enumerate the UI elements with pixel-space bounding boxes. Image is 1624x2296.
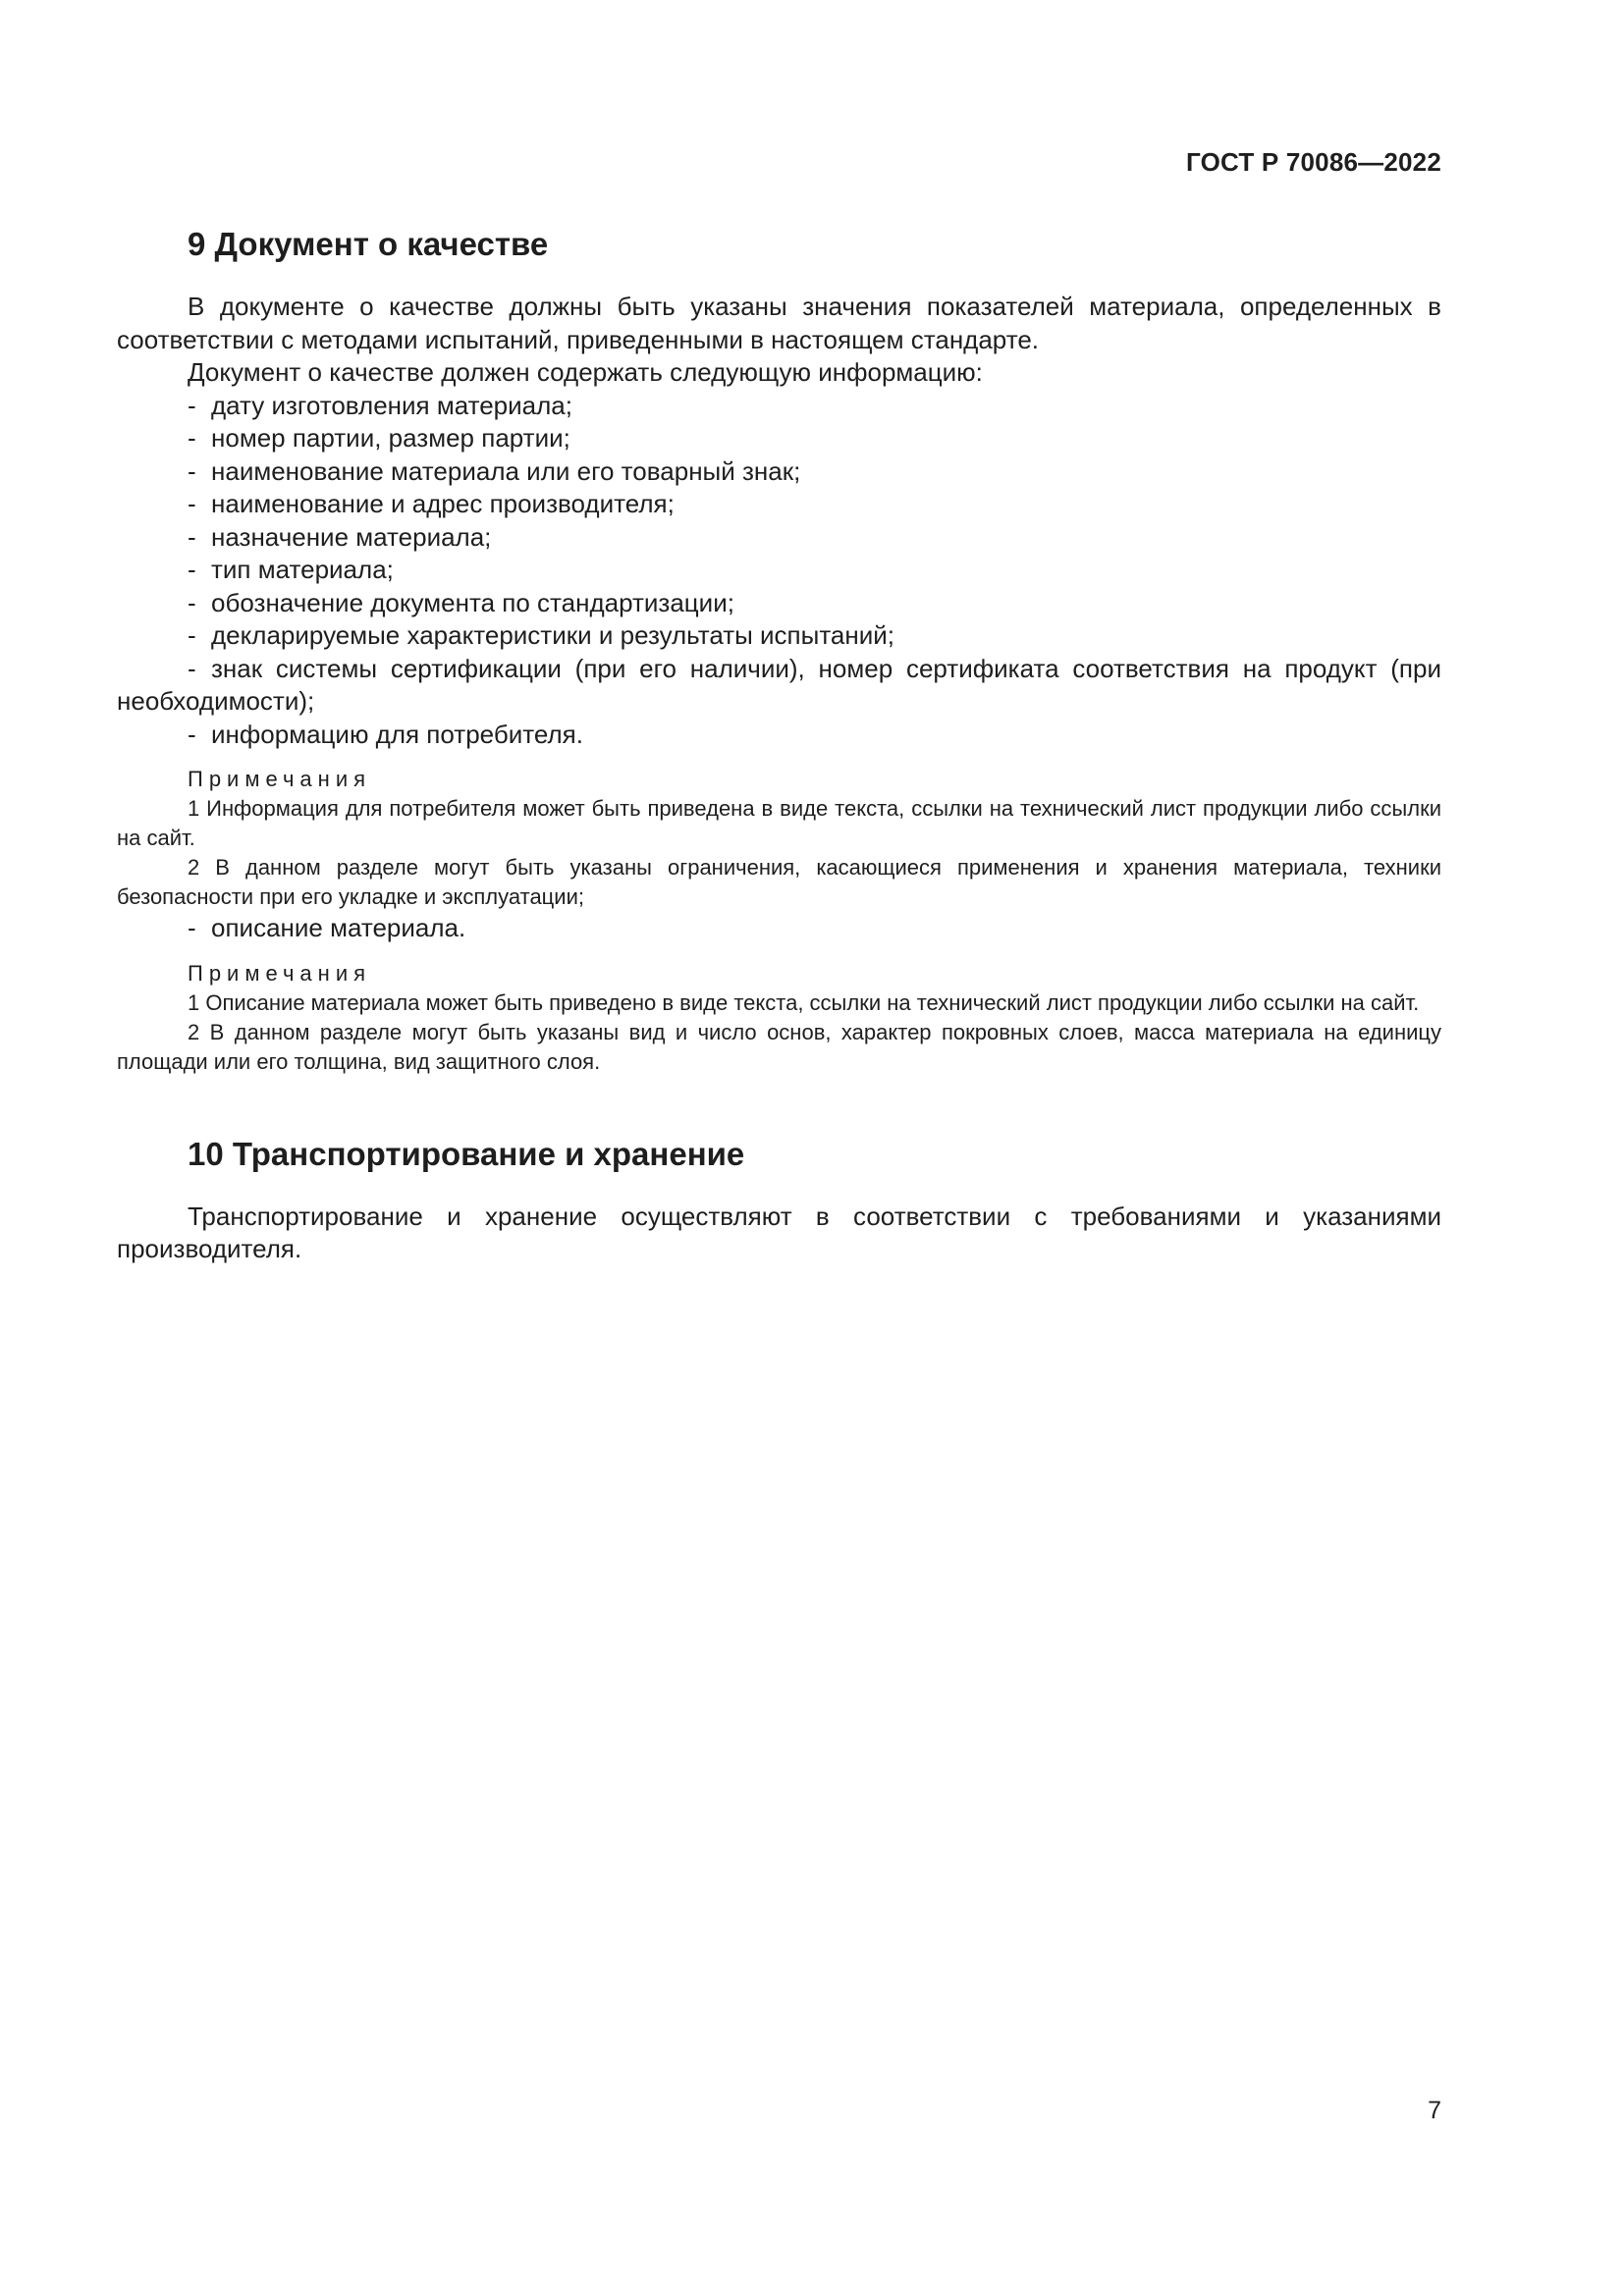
note-item: 1 Информация для потребителя может быть приведена в виде текста, ссылки на технический лист продукции либо ссылки на сайт.	[117, 796, 1441, 850]
section-9-title: 9 Документ о качестве	[188, 226, 549, 262]
list-item: - информацию для потребителя.	[117, 719, 1441, 752]
section-9-body	[117, 291, 1441, 1077]
note-item: 1 Описание материала может быть приведено в виде текста, ссылки на технический лист продукции либо ссылки на сайт.	[188, 989, 1420, 1015]
page-content	[117, 222, 1441, 1266]
list-item: - обозначение документа по стандартизации;	[117, 587, 1441, 620]
list-item: - знак системы сертификации (при его наличии), номер сертификата соответствия на продукт (при необходимости);	[117, 653, 1441, 716]
section-10	[117, 1132, 1441, 1266]
dash-marker: -	[188, 587, 196, 617]
information-list	[117, 390, 1441, 752]
section-9	[117, 222, 1441, 1077]
notes-heading: Примечания	[188, 767, 372, 791]
notes-block-2	[117, 959, 1441, 1077]
notes-block-1	[117, 765, 1441, 912]
dash-marker: -	[188, 489, 196, 518]
dash-marker: -	[188, 653, 196, 683]
list-item: - дату изготовления материала;	[117, 390, 1441, 423]
dash-marker: -	[188, 455, 196, 486]
list-item: - номер партии, размер партии;	[117, 422, 1441, 455]
list-item: - тип материала;	[117, 554, 1441, 587]
list-item: - декларируемые характеристики и результаты испытаний;	[117, 619, 1441, 653]
list-item: - описание материала.	[117, 912, 1441, 945]
dash-marker: -	[188, 555, 196, 584]
dash-marker: -	[188, 390, 196, 420]
list-item: - назначение материала;	[117, 521, 1441, 555]
notes-heading: Примечания	[188, 960, 372, 986]
document-code: ГОСТ Р 70086—2022	[1186, 147, 1441, 177]
section-9-paragraph-2: Документ о качестве должен содержать следующую информацию:	[188, 357, 983, 387]
section-10-paragraph-1: Транспортирование и хранение осуществляют в соответствии с требованиями и указаниями производителя.	[117, 1201, 1441, 1263]
dash-marker: -	[188, 719, 196, 749]
dash-marker: -	[188, 620, 196, 650]
dash-marker: -	[188, 913, 196, 942]
list-item: - наименование и адрес производителя;	[117, 488, 1441, 521]
section-9-paragraph-1: В документе о качестве должны быть указаны значения показателей материала, определенных в соответствии с методами испытаний, приведенными в настоящем стандарте.	[117, 292, 1441, 354]
page-number: 7	[1428, 2097, 1441, 2124]
note-item: 2 В данном разделе могут быть указаны вид и число основ, характер покровных слоев, масса материала на единицу площади или его толщина, вид защитного слоя.	[117, 1019, 1441, 1074]
dash-marker: -	[188, 423, 196, 453]
section-10-body	[117, 1201, 1441, 1266]
information-list-continued	[117, 912, 1441, 945]
section-10-title: 10 Транспортирование и хранение	[188, 1135, 745, 1172]
list-item: - наименование материала или его товарный знак;	[117, 455, 1441, 489]
note-item: 2 В данном разделе могут быть указаны ограничения, касающиеся применения и хранения материала, техники безопасности при его укладке и эксплуатации;	[117, 855, 1441, 909]
dash-marker: -	[188, 521, 196, 552]
